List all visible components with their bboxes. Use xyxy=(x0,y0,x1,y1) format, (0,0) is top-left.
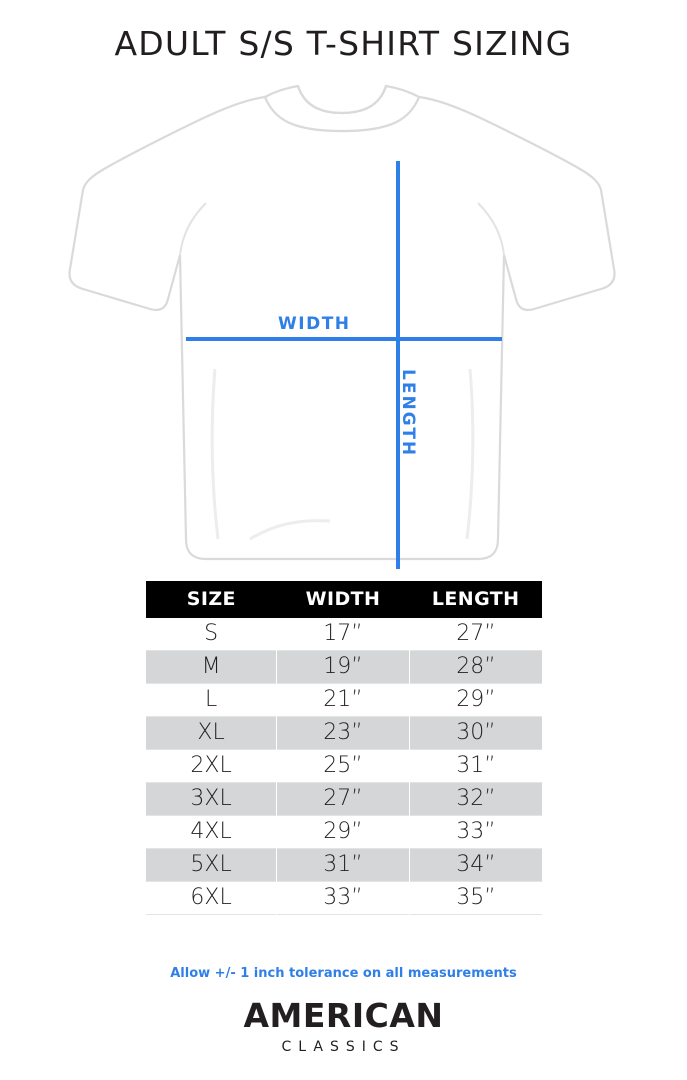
cell-width: 17” xyxy=(277,618,410,651)
table-row xyxy=(146,651,542,684)
cell-size: 2XL xyxy=(146,750,277,783)
cell-width: 29” xyxy=(277,816,410,849)
cell-width: 31” xyxy=(277,849,410,882)
cell-size: 3XL xyxy=(146,783,277,816)
brand-name: AMERICAN xyxy=(243,996,444,1035)
table-header-row xyxy=(146,581,542,618)
cell-width: 23” xyxy=(277,717,410,750)
cell-length: 29” xyxy=(456,687,496,712)
table-row xyxy=(146,717,542,750)
table-row xyxy=(146,618,542,651)
cell-width: 33” xyxy=(277,882,410,915)
cell-length: 27” xyxy=(456,621,496,646)
cell-width: 25” xyxy=(277,750,410,783)
cell-length: 31” xyxy=(456,753,496,778)
cell-width: 27” xyxy=(277,783,410,816)
page-title: ADULT S/S T-SHIRT SIZING xyxy=(114,24,573,63)
cell-length: 32” xyxy=(456,786,496,811)
size-table xyxy=(146,581,542,915)
table-row xyxy=(146,882,542,915)
header-width: WIDTH xyxy=(277,581,410,618)
shirt-diagram xyxy=(0,69,687,569)
cell-length: 33” xyxy=(456,819,496,844)
cell-length: 30” xyxy=(456,720,496,745)
tolerance-note: Allow +/- 1 inch tolerance on all measurements xyxy=(170,966,517,981)
cell-size: 5XL xyxy=(146,849,277,882)
table-row xyxy=(146,783,542,816)
cell-size: XL xyxy=(146,717,277,750)
brand-logo xyxy=(0,996,687,1055)
cell-length: 34” xyxy=(456,852,496,877)
cell-width: 19” xyxy=(277,651,410,684)
cell-length: 35” xyxy=(456,885,496,910)
table-row xyxy=(146,684,542,717)
width-guide-label: WIDTH xyxy=(278,314,351,334)
size-table-container xyxy=(146,581,542,915)
table-row xyxy=(146,849,542,882)
header-length: LENGTH xyxy=(409,581,542,618)
length-guide-label: LENGTH xyxy=(398,369,418,458)
table-row xyxy=(146,750,542,783)
table-row xyxy=(146,816,542,849)
brand-subtitle: CLASSICS xyxy=(281,1039,406,1055)
cell-width: 21” xyxy=(277,684,410,717)
cell-size: M xyxy=(146,651,277,684)
cell-size: 4XL xyxy=(146,816,277,849)
cell-size: L xyxy=(146,684,277,717)
cell-size: S xyxy=(146,618,277,651)
cell-length: 28” xyxy=(456,654,496,679)
header-size: SIZE xyxy=(146,581,277,618)
cell-size: 6XL xyxy=(146,882,277,915)
